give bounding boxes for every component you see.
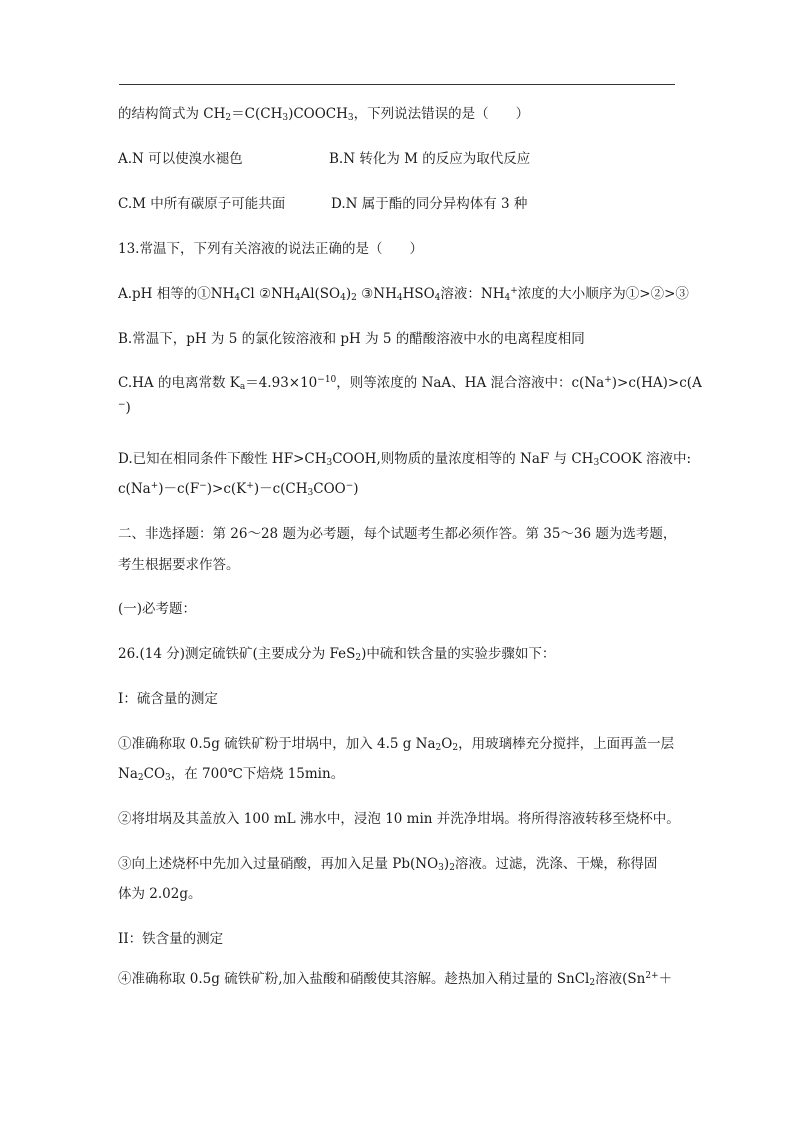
q26-step-2: ②将坩埚及其盖放入 100 mL 沸水中，浸泡 10 min 并洗净坩埚。将所得溶液转移至烧杯中。 xyxy=(118,811,680,827)
part2-intro-line-1: 二、非选择题：第 26～28 题为必考题，每个试题考生都必须作答。第 35～36 题为选考题， xyxy=(118,526,677,542)
q26-step-1: ①准确称取 0.5g 硫铁矿粉于坩埚中，加入 4.5 g $Na_2O_2$，用玻璃棒充分搅拌，上面再盖一层 xyxy=(118,736,675,753)
q12-option-row-1 xyxy=(118,150,243,168)
q12-option-b: B.N 转化为 M 的反应为取代反应 xyxy=(329,151,531,167)
q26-section-2-heading: II：铁含量的测定 xyxy=(118,931,224,947)
q13-option-d: D.已知在相同条件下酸性 $HF>CH_3COOH$,则物质的量浓度相等的 NaF 与 $CH_3COOK$ 溶液中: xyxy=(118,451,692,468)
header-rule xyxy=(119,84,675,85)
q12-option-d: D.N 属于酯的同分异构体有 3 种 xyxy=(331,196,528,212)
q12-option-a: A.N 可以使溴水褪色 xyxy=(118,151,243,167)
q26-step-3: ③向上述烧杯中先加入过量硝酸，再加入足量 $Pb(NO_3)_2$溶液。过滤，洗涤、干燥，称得固 xyxy=(118,856,658,873)
q26-stem: 26.(14 分)测定硫铁矿(主要成分为 FeS$_2$)中硫和铁含量的实验步骤如下： xyxy=(118,646,556,663)
q13-option-c-cont: −) xyxy=(118,400,131,416)
q12-stem: 的结构简式为 $CH_2=C(CH_3)COOCH_3$，下列说法错误的是（ ） xyxy=(118,106,530,123)
q26-step-1-cont: $Na_2CO_3$，在 700℃下焙烧 15min。 xyxy=(118,766,345,783)
q13-option-c: C.HA 的电离常数 $K_a=4.93\times 10^{-10}$，则等浓度的 NaA、HA 混合溶液中：c(Na+)>c(HA)>c(A xyxy=(118,375,702,392)
q13-option-a: A.pH 相等的$①NH_4Cl$ $②NH_4Al(SO_4)_2$ $③NH_4HSO_4$溶液：$NH_4^+$浓度的大小顺序为①>②>③ xyxy=(118,286,689,303)
q26-step-4: ④准确称取 0.5g 硫铁矿粉,加入盐酸和硝酸使其溶解。趁热加入稍过量的 SnCl$_2$溶液($Sn^{2+}+$ xyxy=(118,971,673,988)
q26-section-1-heading: I：硫含量的测定 xyxy=(118,691,218,707)
required-section-heading: (一)必考题： xyxy=(118,601,197,617)
q12-option-c: C.M 中所有碳原子可能共面 xyxy=(118,196,286,212)
q13-option-d-cont: $c(Na^+)-c(F^-)>c(K^+)-c(CH_3COO^-)$ xyxy=(118,481,359,498)
q26-step-3-cont: 体为 2.02g。 xyxy=(118,886,202,902)
q13-stem: 13.常温下，下列有关溶液的说法正确的是（ ） xyxy=(118,241,423,257)
q13-option-b: B.常温下，pH 为 5 的氯化铵溶液和 pH 为 5 的醋酸溶液中水的电离程度相同 xyxy=(118,331,585,347)
part2-intro-line-2: 考生根据要求作答。 xyxy=(118,557,240,573)
